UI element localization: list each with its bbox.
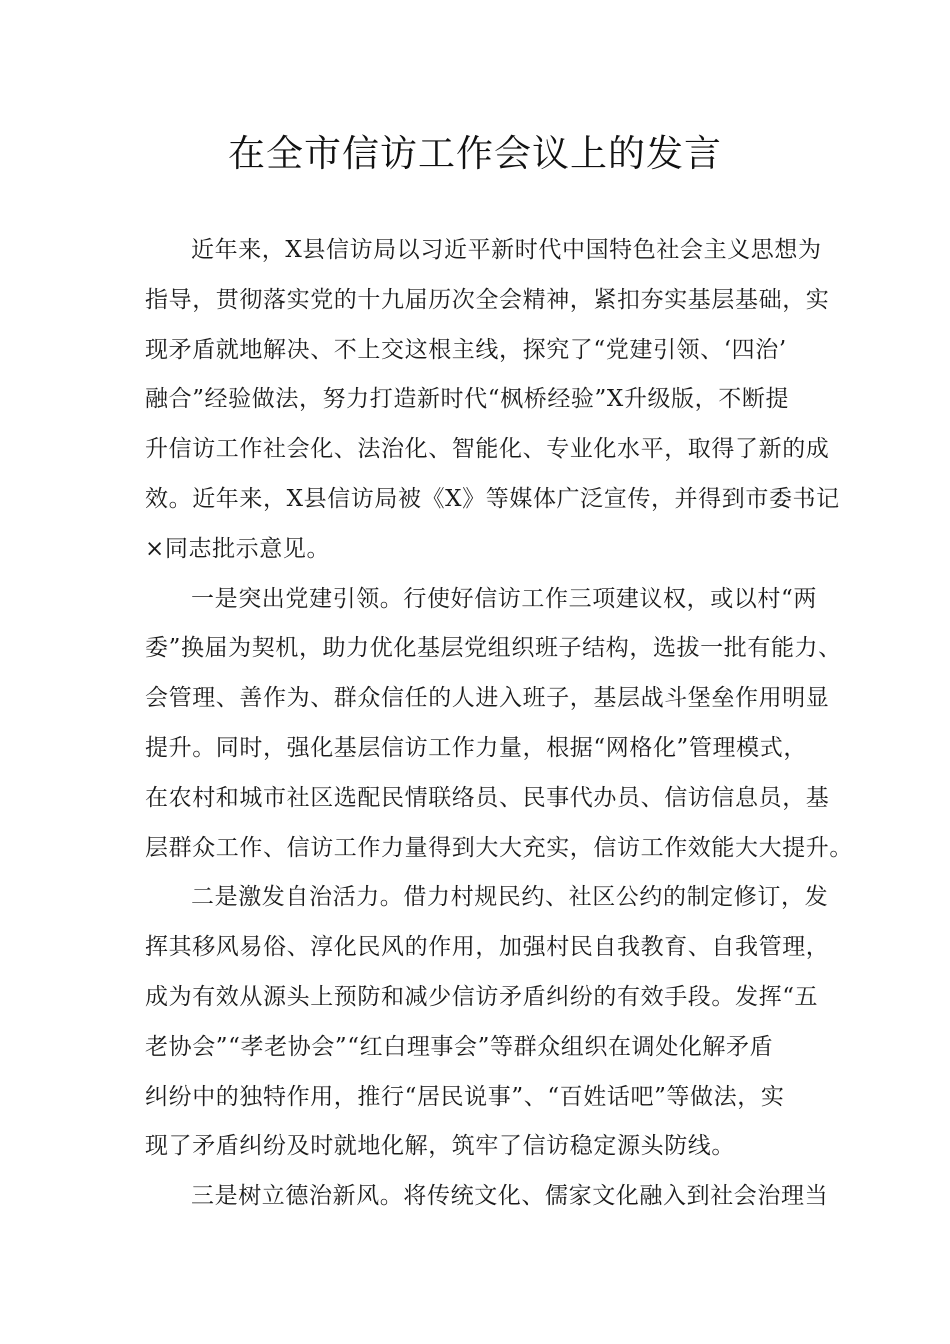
text-line: 三是树立德治新风。将传统文化、儒家文化融入到社会治理当: [191, 1183, 829, 1210]
text-line: 二是激发自治活力。借力村规民约、社区公约的制定修订，发: [191, 884, 829, 911]
text-line: 层群众工作、信访工作力量得到大大充实，信访工作效能大大提升。: [145, 834, 853, 861]
text-line: 融合”经验做法，努力打造新时代“枫桥经验”X升级版，不断提: [145, 386, 790, 413]
text-line: 挥其移风易俗、淳化民风的作用，加强村民自我教育、自我管理，: [145, 934, 830, 961]
text-line: 一是突出党建引领。行使好信访工作三项建议权，或以村“两: [191, 585, 817, 612]
text-line: 效。近年来，X县信访局被《X》等媒体广泛宣传，并得到市委书记: [145, 485, 840, 512]
text-line: 升信访工作社会化、法治化、智能化、专业化水平，取得了新的成: [145, 436, 830, 463]
document-body: [145, 226, 853, 1222]
text-line: ×同志批示意见。: [145, 535, 331, 562]
text-line: 成为有效从源头上预防和减少信访矛盾纠纷的有效手段。发挥“五: [145, 983, 819, 1010]
text-line: 现矛盾就地解决、不上交这根主线，探究了“党建引领、‘四治’: [145, 336, 787, 363]
text-line: 提升。同时，强化基层信访工作力量，根据“网格化”管理模式，: [145, 734, 807, 761]
text-line: 近年来，X县信访局以习近平新时代中国特色社会主义思想为: [191, 237, 822, 263]
text-line: 纠纷中的独特作用，推行“居民说事”、“百姓话吧”等做法，实: [145, 1083, 785, 1110]
text-line: 指导，贯彻落实党的十九届历次全会精神，紧扣夯实基层基础，实: [145, 286, 830, 313]
text-line: 委”换届为契机，助力优化基层党组织班子结构，选拔一批有能力、: [145, 635, 842, 662]
text-line: 老协会”“孝老协会”“红白理事会”等群众组织在调处化解矛盾: [145, 1033, 774, 1060]
text-line: 在农村和城市社区选配民情联络员、民事代办员、信访信息员，基: [145, 784, 830, 811]
page-title: 在全市信访工作会议上的发言: [228, 132, 722, 175]
text-line: 会管理、善作为、群众信任的人进入班子，基层战斗堡垒作用明显: [145, 685, 830, 712]
text-line: 现了矛盾纠纷及时就地化解，筑牢了信访稳定源头防线。: [145, 1133, 735, 1160]
